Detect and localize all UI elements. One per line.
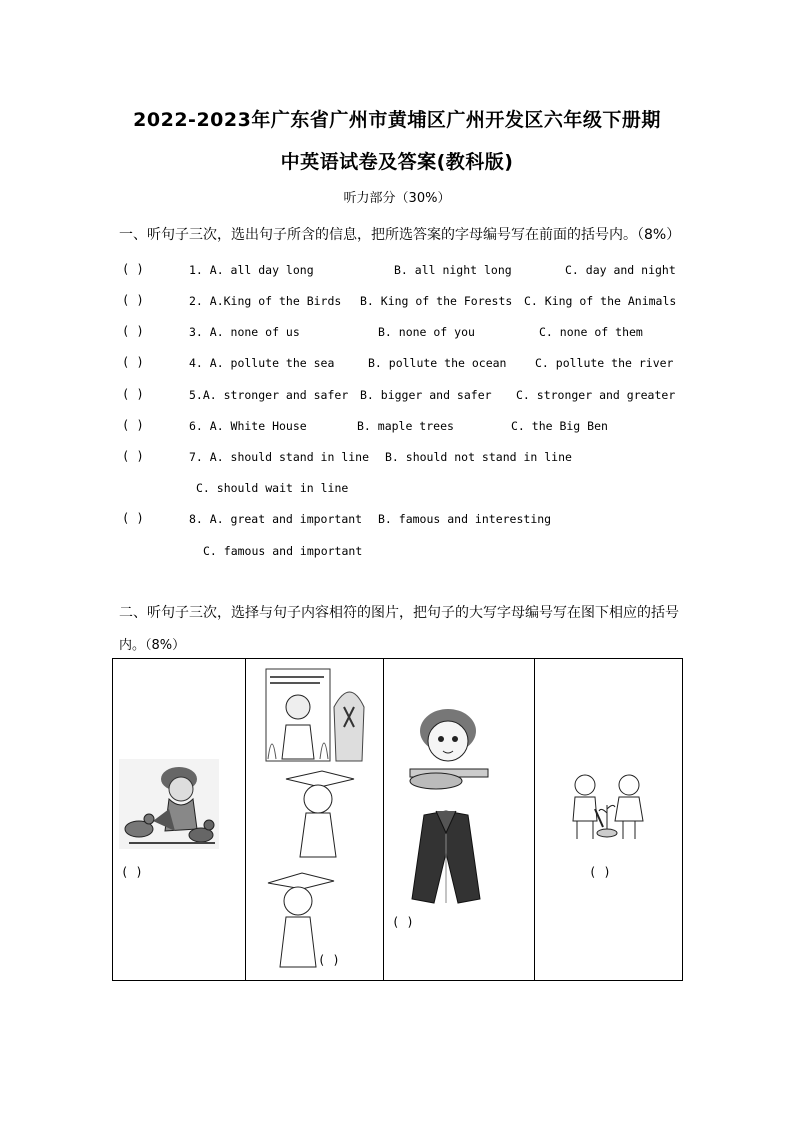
q6-option-b: B. maple trees (357, 419, 454, 433)
q3-option-b: B. none of you (378, 325, 475, 339)
section1-instruction: 一、听句子三次，选出句子所含的信息，把所选答案的字母编号写在前面的括号内。（8%） (119, 227, 681, 243)
old-man-feeding-ducks-picture (119, 759, 219, 849)
q4-option-c: C. pollute the river (535, 356, 674, 370)
q2-option-a: 2. A.King of the Birds (189, 294, 342, 308)
section2-instruction-line-1: 二、听句子三次，选择与句子内容相符的图片，把句子的大写字母编号写在图下相应的括号 (119, 605, 679, 621)
answer-bracket-2[interactable]: ( ) (318, 953, 340, 967)
q5-option-c: C. stronger and greater (516, 388, 676, 402)
q3-option-c: C. none of them (539, 325, 643, 339)
picture-table (112, 658, 683, 981)
answer-bracket-4[interactable]: ( ) (589, 865, 611, 879)
answer-paren[interactable]: ( ) (122, 387, 144, 401)
girl-eating-and-fur-coat-picture (396, 703, 494, 909)
q6-option-c: C. the Big Ben (511, 419, 608, 433)
answer-bracket-1[interactable]: ( ) (121, 865, 143, 879)
answer-bracket-3[interactable]: ( ) (392, 915, 414, 929)
q8-option-b: B. famous and interesting (378, 512, 552, 526)
answer-paren[interactable]: ( ) (122, 418, 144, 432)
picture-cell-3 (384, 659, 535, 981)
q2-option-b: B. King of the Forests (360, 294, 513, 308)
q6-option-a: 6. A. White House (189, 419, 307, 433)
document-title-line-2: 中英语试卷及答案(教科版) (280, 151, 514, 173)
q7-option-c: C. should wait in line (196, 481, 349, 495)
q1-option-c: C. day and night (565, 263, 676, 277)
document-title-line-1: 2022-2023年广东省广州市黄埔区广州开发区六年级下册期 (133, 109, 661, 131)
answer-paren[interactable]: ( ) (122, 511, 144, 525)
picture-cell-2 (246, 659, 384, 981)
q7-option-b: B. should not stand in line (385, 450, 572, 464)
answer-paren[interactable]: ( ) (122, 355, 144, 369)
q8-option-c: C. famous and important (203, 544, 363, 558)
answer-paren[interactable]: ( ) (122, 324, 144, 338)
q4-option-a: 4. A. pollute the sea (189, 356, 335, 370)
section2-instruction-line-2: 内。（8%） (119, 638, 186, 653)
q5-option-b: B. bigger and safer (360, 388, 492, 402)
picture-cell-1 (113, 659, 246, 981)
q7-option-a: 7. A. should stand in line (189, 450, 370, 464)
q3-option-a: 3. A. none of us (189, 325, 300, 339)
answer-paren[interactable]: ( ) (122, 449, 144, 463)
answer-paren[interactable]: ( ) (122, 293, 144, 307)
q2-option-c: C. King of the Animals (524, 294, 677, 308)
q1-option-b: B. all night long (394, 263, 512, 277)
scientist-and-graduates-picture (264, 667, 369, 972)
children-planting-tree-picture (565, 769, 651, 843)
picture-cell-4 (535, 659, 683, 981)
section-subtitle: 听力部分（30%） (343, 191, 451, 206)
q8-option-a: 8. A. great and important (189, 512, 363, 526)
q4-option-b: B. pollute the ocean (368, 356, 507, 370)
answer-paren[interactable]: ( ) (122, 262, 144, 276)
q5-option-a: 5.A. stronger and safer (189, 388, 349, 402)
q1-option-a: 1. A. all day long (189, 263, 314, 277)
